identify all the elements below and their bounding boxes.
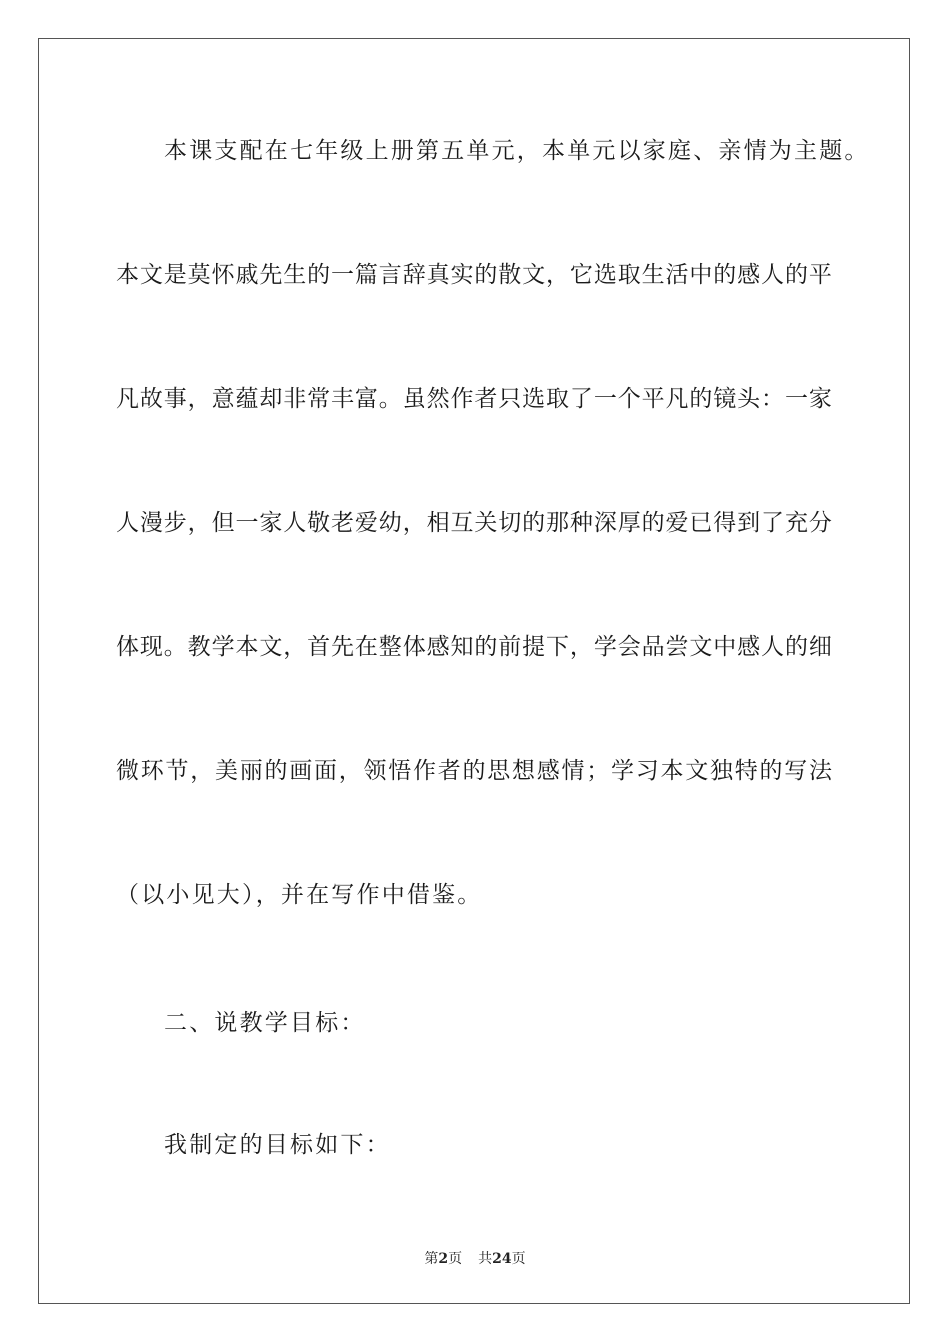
text-line-2: 本 文 是 莫 怀 戚 先 生 的 一 篇 言 辞 真 实 的 散 文 ， 它 选 取 生 活 中 的 感 人 的 平: [116, 262, 832, 288]
page-footer: [0, 1248, 950, 1268]
page-border: [38, 38, 910, 1304]
footer-total-prefix: 共: [478, 1251, 493, 1267]
footer-total-pages: 24: [492, 1251, 512, 1267]
footer-page-number: 2: [438, 1251, 449, 1267]
footer-page-prefix: 第: [424, 1251, 439, 1267]
text-line-7: （以小见大），并在写作中借鉴。: [116, 882, 483, 908]
section-heading: 二、说教学目标：: [164, 1010, 366, 1036]
footer-page-suffix: 页: [448, 1251, 463, 1267]
text-line-5: 体 现 。 教 学 本 文 ， 首 先 在 整 体 感 知 的 前 提 下 ， 学 会 品 尝 文 中 感 人 的 细: [116, 634, 832, 660]
text-line-1: 本课支配在七年级上册第五单元，本单元以家庭、亲情为主题。: [164, 138, 870, 164]
text-line-9: 我制定的目标如下：: [164, 1132, 391, 1158]
text-line-4: 人 漫 步 ， 但 一 家 人 敬 老 爱 幼 ， 相 互 关 切 的 那 种 深 厚 的 爱 已 得 到 了 充 分: [116, 510, 832, 536]
footer-total-suffix: 页: [511, 1251, 526, 1267]
text-line-3: 凡 故 事 ， 意 蕴 却 非 常 丰 富 。 虽 然 作 者 只 选 取 了 一 个 平 凡 的 镜 头 ： 一 家: [116, 386, 832, 412]
text-line-6: 微 环 节 ， 美 丽 的 画 面 ， 领 悟 作 者 的 思 想 感 情 ； 学 习 本 文 独 特 的 写 法: [116, 758, 832, 784]
